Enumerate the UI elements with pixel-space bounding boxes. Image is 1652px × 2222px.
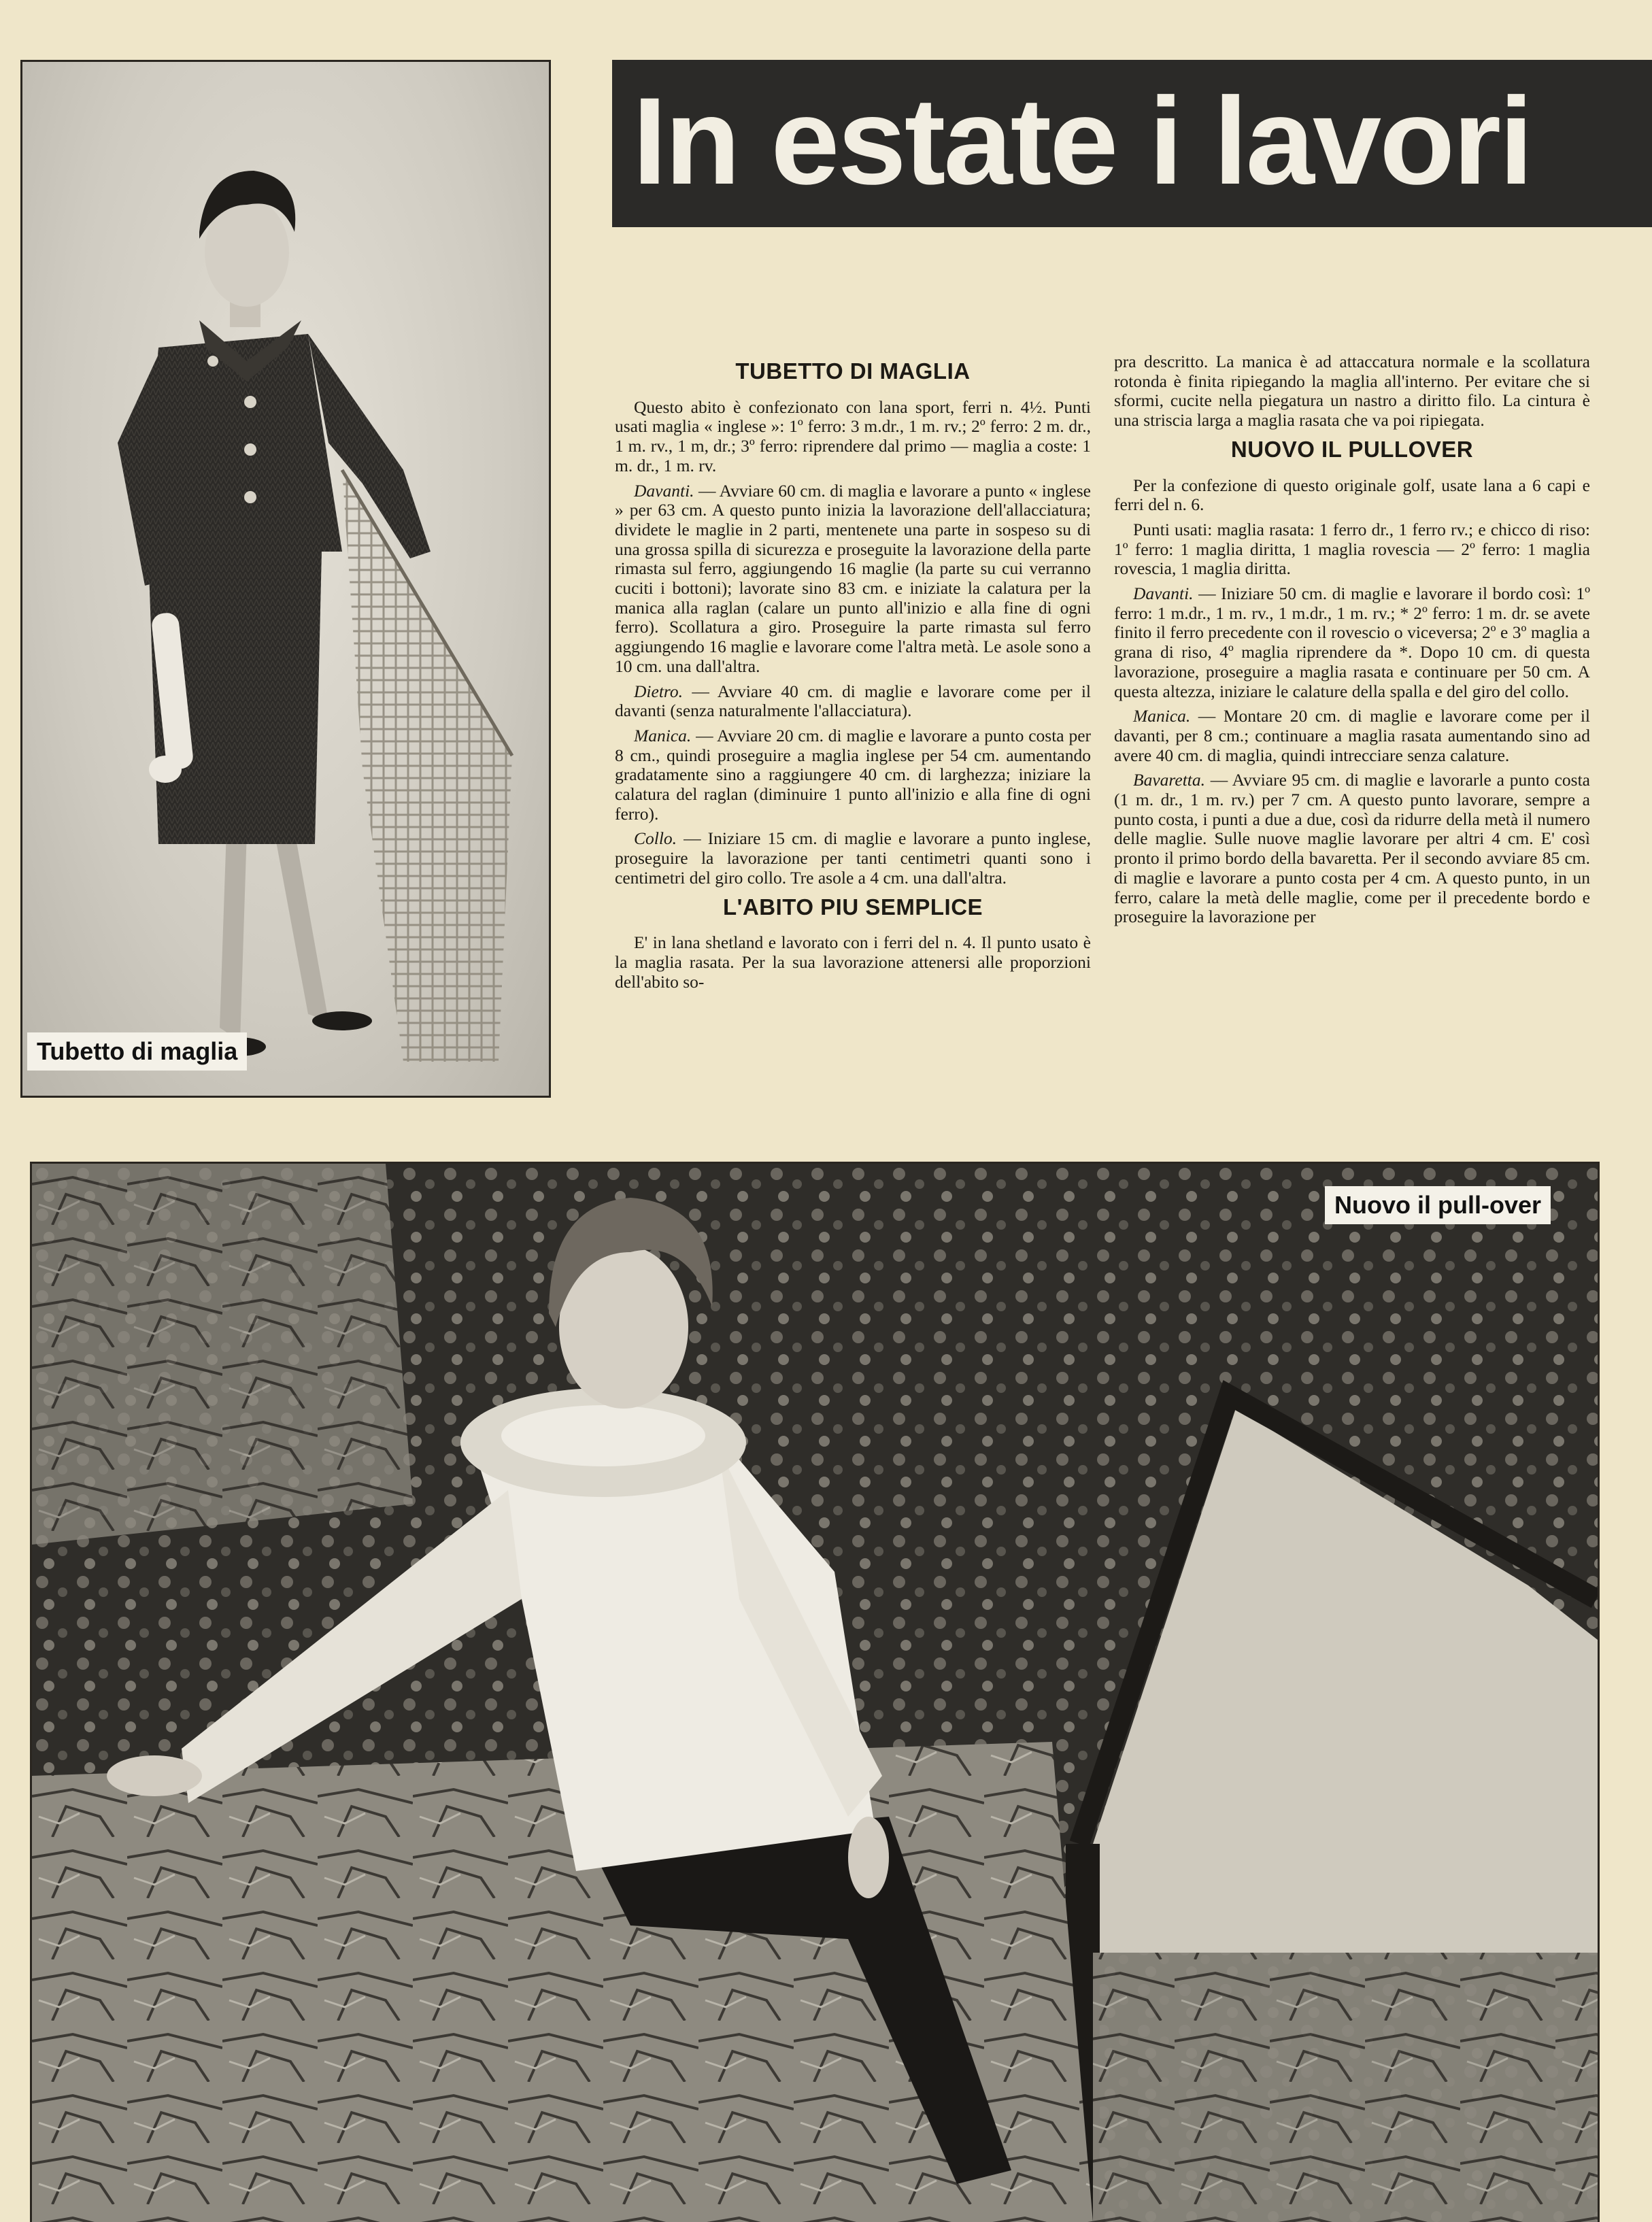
photo-caption-bottom: Nuovo il pull-over — [1325, 1186, 1551, 1224]
tubetto-manica-label: Manica. — [634, 725, 692, 745]
page-title: In estate i lavori — [633, 71, 1532, 210]
abito-text-b: pra descritto. La manica è ad attaccatura normale e la scollatura rotonda è finita ripiegando la maglia all'interno. Per evitare che si sformi, cucite nella piegatura un nastro a diritto filo. La cintura è una striscia larga a maglia rasata che va poi ripiegata. — [1114, 352, 1590, 431]
photo-nuovo-il-pull-over — [30, 1162, 1600, 2222]
tubetto-manica-text: — Avviare 20 cm. di maglie e lavorare a punto costa per 8 cm., quindi proseguire a maglia inglese per 54 cm. aumentando gradatamente sino a raggiungere 40 cm. di larghezza; iniziare la calatura del raglan (diminuire 1 punto all'inizio e alla fine di ogni ferro). — [615, 725, 1091, 824]
pullover-punti: Punti usati: maglia rasata: 1 ferro dr., 1 ferro rv.; e chicco di riso: 1º ferro: 1 maglia diritta, 1 maglia rovescia — 2º ferro: 1 maglia rovescia, 1 maglia diritta. — [1114, 519, 1590, 579]
pullover-manica-label: Manica. — [1133, 706, 1191, 726]
tubetto-davanti-label: Davanti. — [634, 480, 694, 501]
pullover-davanti-label: Davanti. — [1133, 584, 1194, 604]
section-title-tubetto: TUBETTO DI MAGLIA — [735, 358, 971, 384]
pullover-bavaretta-text: — Avviare 95 cm. di maglie e lavorarle a punto costa (1 m. dr., 1 m. rv.) per 7 cm. A questo punto lavorare, sempre a punto costa, i punti a due a due, così da ridurre della metà il numero delle maglie. Sulle nuove maglie lavorare per altri 4 cm. E' così pronto il primo bordo della bavaretta. Per il secondo avviare 85 cm. di maglie e lavorare a punto costa per 4 cm. A questo punto, in un ferro, calare la metà delle maglie, come per il precedente bordo e proseguire la lavorazione per — [1114, 770, 1590, 927]
photo-caption-top: Tubetto di maglia — [27, 1032, 247, 1071]
pullover-davanti-text: — Iniziare 50 cm. di maglie e lavorare il bordo così: 1º ferro: 1 m.dr., 1 m. rv., 1 m.dr., 1 m. rv.; * 2º ferro: 1 m. dr. se avete finito il ferro precedente con il rovescio o viceversa; 2º e 3º maglia a grana di riso, 4º maglia riprendere da *. Dopo 10 cm. di questa lavorazione, proseguire a maglia rasata e continuare per 50 cm. A questa altezza, iniziare le calature della spalla e del giro del collo. — [1114, 584, 1590, 701]
pullover-bavaretta — [1114, 771, 1590, 927]
pullover-manica-text: — Montare 20 cm. di maglie e lavorare come per il davanti, per 8 cm.; continuare a maglia rasata aumentando sino ad avere 40 cm. di maglia, quindi intrecciare senza calature. — [1114, 706, 1590, 765]
section-title-abito: L'ABITO PIU SEMPLICE — [722, 894, 983, 920]
pullover-bavaretta-label: Bavaretta. — [1133, 770, 1205, 790]
abito-text-a: E' in lana shetland e lavorato con i ferri del n. 4. Il punto usato è la maglia rasata. Per la sua lavorazione attenersi alle proporzioni dell'abito so- — [615, 932, 1091, 992]
article-column-left — [615, 352, 1091, 997]
tubetto-davanti-text: — Avviare 60 cm. di maglia e lavorare a punto « inglese » per 63 cm. A questo punto inizia la lavorazione dell'allacciatura; dividete le maglie in 2 parti, mentenete una parte in sospeso su di una grossa spilla di sicurezza e proseguite la lavorazione della parte rimasta sul ferro, aggiungendo 16 maglie (la parte su cui verranno cuciti i bottoni); lavorate sino 83 cm. e iniziate la calatura per la manica alla raglan (calare un punto all'inizio e alla fine di ogni ferro). Scollatura a giro. Proseguire la parte rimasta sul ferro aggiungendo 16 maglie e lavorare come l'altra metà. Le asole sono a 10 cm. una dall'altra. — [615, 480, 1091, 676]
tubetto-dietro-label: Dietro. — [634, 681, 684, 701]
tubetto-collo — [615, 829, 1091, 888]
tubetto-dietro — [615, 682, 1091, 721]
pullover-manica — [1114, 707, 1590, 765]
tubetto-dietro-text: — Avviare 40 cm. di maglie e lavorare come per il davanti (senza naturalmente l'allacciatura). — [615, 681, 1091, 721]
article-column-right — [1114, 352, 1590, 932]
pullover-illustration — [32, 1164, 1598, 2222]
section-title-pullover: NUOVO IL PULLOVER — [1230, 436, 1474, 462]
pullover-intro: Per la confezione di questo originale golf, usate lana a 6 capi e ferri del n. 6. — [1114, 475, 1590, 515]
pullover-davanti — [1114, 584, 1590, 701]
tubetto-davanti — [615, 482, 1091, 677]
knit-dress-illustration — [22, 62, 549, 1096]
tubetto-intro: Questo abito è confezionato con lana sport, ferri n. 4½. Punti usati maglia « inglese »: 1º ferro: 3 m.dr., 1 m. rv.; 2º ferro: 2 m. dr., 1 m. rv., 1 m, dr.; 3º ferro: riprendere dal primo — maglia a coste: 1 m. dr., 1 m. rv. — [615, 397, 1091, 475]
headline-banner — [612, 60, 1652, 227]
photo-tubetto-di-maglia — [20, 60, 551, 1098]
tubetto-collo-label: Collo. — [634, 828, 677, 849]
tubetto-manica — [615, 726, 1091, 824]
tubetto-collo-text: — Iniziare 15 cm. di maglie e lavorare a punto inglese, proseguire la lavorazione per tanti centimetri quanti sono i centimetri del giro collo. Tre asole a 4 cm. una dall'altra. — [615, 828, 1091, 888]
